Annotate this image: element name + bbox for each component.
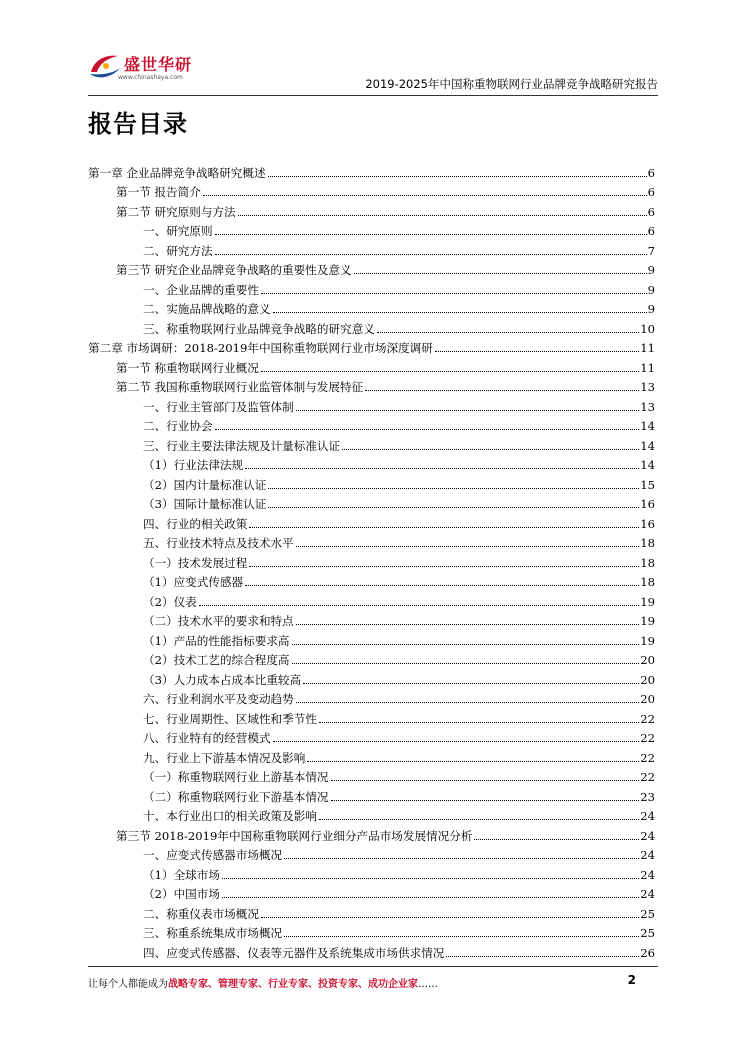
toc-entry-label: 三、称重系统集成市场概况 bbox=[143, 926, 283, 940]
toc-leader-dots bbox=[435, 351, 639, 352]
toc-entry-page: 20 bbox=[640, 672, 655, 687]
slogan-suffix: …… bbox=[418, 979, 438, 990]
toc-entry[interactable] bbox=[88, 394, 655, 414]
toc-entry[interactable] bbox=[88, 804, 655, 824]
toc-entry[interactable] bbox=[88, 414, 655, 434]
footer-divider bbox=[88, 966, 658, 967]
toc-leader-dots bbox=[268, 488, 639, 489]
toc-leader-dots bbox=[222, 878, 639, 879]
toc-entry-page: 18 bbox=[640, 575, 655, 589]
toc-entry[interactable] bbox=[88, 355, 655, 375]
toc-entry-label: 一、行业主管部门及监管体制 bbox=[143, 399, 294, 414]
toc-entry-label: 第二章 市场调研：2018-2019年中国称重物联网行业市场深度调研 bbox=[88, 341, 433, 355]
toc-entry[interactable] bbox=[88, 472, 655, 492]
toc-entry[interactable] bbox=[88, 784, 655, 804]
toc-entry-page: 24 bbox=[640, 887, 655, 901]
toc-entry-label: （1）行业法律法规 bbox=[143, 458, 244, 472]
toc-leader-dots bbox=[245, 585, 639, 586]
toc-entry[interactable] bbox=[88, 375, 655, 395]
toc-entry[interactable] bbox=[88, 492, 655, 512]
toc-entry-label: （二）技术水平的要求和特点 bbox=[143, 614, 294, 628]
toc-entry-label: 第三节 2018-2019年中国称重物联网行业细分产品市场发展情况分析 bbox=[116, 828, 473, 843]
toc-entry[interactable] bbox=[88, 570, 655, 590]
toc-entry-page: 11 bbox=[640, 360, 655, 375]
toc-entry-label: （2）中国市场 bbox=[143, 887, 220, 901]
toc-entry-label: 五、行业技术特点及技术水平 bbox=[143, 536, 294, 550]
toc-leader-dots bbox=[268, 507, 639, 508]
toc-entry-label: 九、行业上下游基本情况及影响 bbox=[143, 750, 306, 765]
toc-leader-dots bbox=[303, 683, 639, 684]
toc-leader-dots bbox=[273, 312, 647, 313]
toc-entry[interactable] bbox=[88, 765, 655, 785]
toc-leader-dots bbox=[296, 702, 640, 703]
toc-entry-label: （一）技术发展过程 bbox=[143, 555, 248, 570]
toc-leader-dots bbox=[292, 663, 640, 664]
toc-entry[interactable] bbox=[88, 550, 655, 570]
toc-entry-label: 一、应变式传感器市场概况 bbox=[143, 848, 283, 862]
toc-entry-page: 19 bbox=[640, 633, 655, 648]
toc-entry-label: 第二节 研究原则与方法 bbox=[116, 204, 236, 219]
toc-leader-dots bbox=[215, 254, 647, 255]
toc-entry[interactable] bbox=[88, 316, 655, 336]
company-logo bbox=[88, 46, 218, 92]
toc-entry-page: 24 bbox=[640, 809, 655, 823]
toc-leader-dots bbox=[249, 566, 639, 567]
slogan-prefix: 让每个人都能成为 bbox=[88, 979, 168, 990]
toc-entry-page: 19 bbox=[640, 614, 655, 628]
toc-entry-page: 22 bbox=[640, 731, 655, 745]
toc-entry-page: 6 bbox=[647, 224, 655, 238]
toc-entry-page: 7 bbox=[647, 243, 655, 258]
toc-entry-page: 25 bbox=[640, 906, 655, 921]
toc-entry[interactable] bbox=[88, 297, 655, 317]
toc-entry[interactable] bbox=[88, 453, 655, 473]
toc-entry-label: 十、本行业出口的相关政策及影响 bbox=[143, 809, 317, 823]
toc-entry[interactable] bbox=[88, 648, 655, 668]
toc-entry-label: 第一节 报告简介 bbox=[116, 185, 201, 199]
page-heading: 报告目录 bbox=[88, 110, 188, 138]
toc-entry-label: （1）应变式传感器 bbox=[143, 575, 244, 589]
toc-entry-label: 第二节 我国称重物联网行业监管体制与发展特征 bbox=[116, 380, 364, 394]
toc-entry-label: （1）产品的性能指标要求高 bbox=[143, 633, 290, 648]
toc-entry-page: 11 bbox=[640, 341, 655, 355]
toc-leader-dots bbox=[249, 527, 639, 528]
toc-leader-dots bbox=[203, 195, 647, 196]
toc-entry-page: 24 bbox=[640, 828, 655, 843]
toc-entry[interactable] bbox=[88, 277, 655, 297]
toc-entry-label: （二）称重物联网行业下游基本情况 bbox=[143, 789, 329, 804]
toc-entry[interactable] bbox=[88, 726, 655, 746]
toc-entry-page: 23 bbox=[640, 789, 655, 804]
toc-entry-label: 四、行业的相关政策 bbox=[143, 516, 248, 531]
toc-entry-label: （3）国际计量标准认证 bbox=[143, 497, 267, 511]
toc-entry-label: （一）称重物联网行业上游基本情况 bbox=[143, 770, 329, 784]
footer-slogan bbox=[88, 975, 438, 990]
toc-leader-dots bbox=[245, 468, 639, 469]
toc-entry[interactable] bbox=[88, 609, 655, 629]
toc-entry[interactable] bbox=[88, 687, 655, 707]
toc-entry-page: 15 bbox=[640, 477, 655, 492]
toc-entry-label: 二、称重仪表市场概况 bbox=[143, 906, 259, 921]
toc-entry[interactable] bbox=[88, 862, 655, 882]
toc-entry-page: 22 bbox=[640, 750, 655, 765]
toc-entry-page: 24 bbox=[640, 867, 655, 882]
report-title: 2019-2025年中国称重物联网行业品牌竞争战略研究报告 bbox=[365, 77, 658, 91]
toc-entry-page: 14 bbox=[640, 458, 655, 472]
toc-entry-label: （3）人力成本占成本比重较高 bbox=[143, 672, 302, 687]
toc-entry-page: 9 bbox=[647, 282, 655, 297]
toc-entry-label: 二、实施品牌战略的意义 bbox=[143, 302, 271, 316]
toc-entry-page: 18 bbox=[640, 536, 655, 550]
table-of-contents bbox=[88, 160, 655, 960]
toc-entry[interactable] bbox=[88, 745, 655, 765]
header-divider bbox=[88, 95, 658, 96]
toc-entry-page: 9 bbox=[647, 263, 655, 277]
toc-entry-label: （1）全球市场 bbox=[143, 867, 220, 882]
toc-leader-dots bbox=[354, 273, 647, 274]
toc-entry-page: 14 bbox=[640, 419, 655, 433]
page-number: 2 bbox=[627, 973, 636, 987]
toc-entry-label: 六、行业利润水平及变动趋势 bbox=[143, 692, 294, 706]
toc-entry-page: 22 bbox=[640, 711, 655, 726]
toc-leader-dots bbox=[342, 449, 639, 450]
toc-entry-label: （2）技术工艺的综合程度高 bbox=[143, 653, 290, 667]
toc-leader-dots bbox=[307, 761, 639, 762]
toc-entry-page: 10 bbox=[640, 321, 655, 336]
toc-leader-dots bbox=[296, 410, 640, 411]
toc-entry[interactable] bbox=[88, 160, 655, 180]
toc-entry-page: 13 bbox=[640, 399, 655, 414]
toc-leader-dots bbox=[238, 215, 647, 216]
toc-entry[interactable] bbox=[88, 882, 655, 902]
toc-entry-page: 20 bbox=[640, 653, 655, 667]
toc-entry[interactable] bbox=[88, 511, 655, 531]
toc-leader-dots bbox=[284, 936, 639, 937]
toc-entry-label: 一、企业品牌的重要性 bbox=[143, 282, 259, 297]
toc-leader-dots bbox=[261, 917, 639, 918]
toc-entry-page: 19 bbox=[640, 594, 655, 609]
toc-entry[interactable] bbox=[88, 901, 655, 921]
toc-entry[interactable] bbox=[88, 921, 655, 941]
toc-entry[interactable] bbox=[88, 531, 655, 551]
toc-entry-label: 八、行业特有的经营模式 bbox=[143, 731, 271, 745]
toc-entry-page: 6 bbox=[647, 204, 655, 219]
toc-leader-dots bbox=[365, 390, 639, 391]
toc-leader-dots bbox=[331, 800, 640, 801]
toc-entry-page: 18 bbox=[640, 555, 655, 570]
toc-entry-label: 二、研究方法 bbox=[143, 243, 213, 258]
toc-entry-page: 16 bbox=[640, 497, 655, 511]
toc-entry-label: 七、行业周期性、区域性和季节性 bbox=[143, 711, 317, 726]
toc-entry-label: 四、应变式传感器、仪表等元器件及系统集成市场供求情况 bbox=[143, 945, 445, 960]
toc-leader-dots bbox=[377, 332, 639, 333]
toc-entry[interactable] bbox=[88, 940, 655, 960]
logo-swoosh-icon bbox=[88, 50, 122, 80]
toc-entry-page: 6 bbox=[647, 185, 655, 199]
toc-entry[interactable] bbox=[88, 433, 655, 453]
toc-entry-page: 13 bbox=[640, 380, 655, 394]
logo-url: www.chinashaya.com bbox=[118, 74, 183, 81]
toc-entry[interactable] bbox=[88, 628, 655, 648]
toc-entry-page: 25 bbox=[640, 926, 655, 940]
toc-entry-page: 6 bbox=[647, 165, 655, 180]
toc-leader-dots bbox=[284, 858, 639, 859]
toc-leader-dots bbox=[296, 546, 640, 547]
toc-entry[interactable] bbox=[88, 823, 655, 843]
toc-leader-dots bbox=[292, 644, 640, 645]
toc-entry[interactable] bbox=[88, 589, 655, 609]
toc-entry-page: 9 bbox=[647, 302, 655, 316]
toc-entry[interactable] bbox=[88, 843, 655, 863]
toc-entry[interactable] bbox=[88, 238, 655, 258]
toc-entry[interactable] bbox=[88, 180, 655, 200]
toc-leader-dots bbox=[331, 780, 640, 781]
toc-entry[interactable] bbox=[88, 706, 655, 726]
toc-entry[interactable] bbox=[88, 199, 655, 219]
page-header bbox=[88, 46, 658, 98]
toc-leader-dots bbox=[261, 293, 647, 294]
toc-entry-label: 第三节 研究企业品牌竞争战略的重要性及意义 bbox=[116, 263, 352, 277]
toc-entry-label: （2）国内计量标准认证 bbox=[143, 477, 267, 492]
toc-leader-dots bbox=[474, 839, 639, 840]
toc-entry-page: 16 bbox=[640, 516, 655, 531]
toc-leader-dots bbox=[215, 234, 647, 235]
toc-entry-label: （2）仪表 bbox=[143, 594, 197, 609]
toc-entry-label: 一、研究原则 bbox=[143, 224, 213, 238]
toc-leader-dots bbox=[296, 624, 640, 625]
toc-leader-dots bbox=[215, 429, 640, 430]
toc-entry-label: 第一章 企业品牌竞争战略研究概述 bbox=[88, 165, 266, 180]
toc-entry-label: 二、行业协会 bbox=[143, 419, 213, 433]
toc-leader-dots bbox=[222, 897, 639, 898]
toc-entry[interactable] bbox=[88, 219, 655, 239]
logo-text: 盛世华研 bbox=[124, 55, 193, 74]
toc-leader-dots bbox=[446, 956, 639, 957]
toc-entry[interactable] bbox=[88, 258, 655, 278]
toc-leader-dots bbox=[268, 176, 647, 177]
toc-entry-label: 三、称重物联网行业品牌竞争战略的研究意义 bbox=[143, 321, 375, 336]
toc-leader-dots bbox=[319, 722, 639, 723]
slogan-highlight: 战略专家、管理专家、行业专家、投资专家、成功企业家 bbox=[168, 979, 418, 990]
toc-entry-label: 第一节 称重物联网行业概况 bbox=[116, 360, 259, 375]
toc-leader-dots bbox=[319, 819, 639, 820]
toc-entry[interactable] bbox=[88, 336, 655, 356]
toc-entry-page: 26 bbox=[640, 945, 655, 960]
toc-entry[interactable] bbox=[88, 667, 655, 687]
toc-leader-dots bbox=[261, 371, 639, 372]
toc-entry-page: 14 bbox=[640, 438, 655, 453]
toc-entry-page: 24 bbox=[640, 848, 655, 862]
toc-entry-page: 20 bbox=[640, 692, 655, 706]
toc-entry-label: 三、行业主要法律法规及计量标准认证 bbox=[143, 438, 341, 453]
toc-entry-page: 22 bbox=[640, 770, 655, 784]
toc-leader-dots bbox=[199, 605, 639, 606]
toc-leader-dots bbox=[273, 741, 640, 742]
